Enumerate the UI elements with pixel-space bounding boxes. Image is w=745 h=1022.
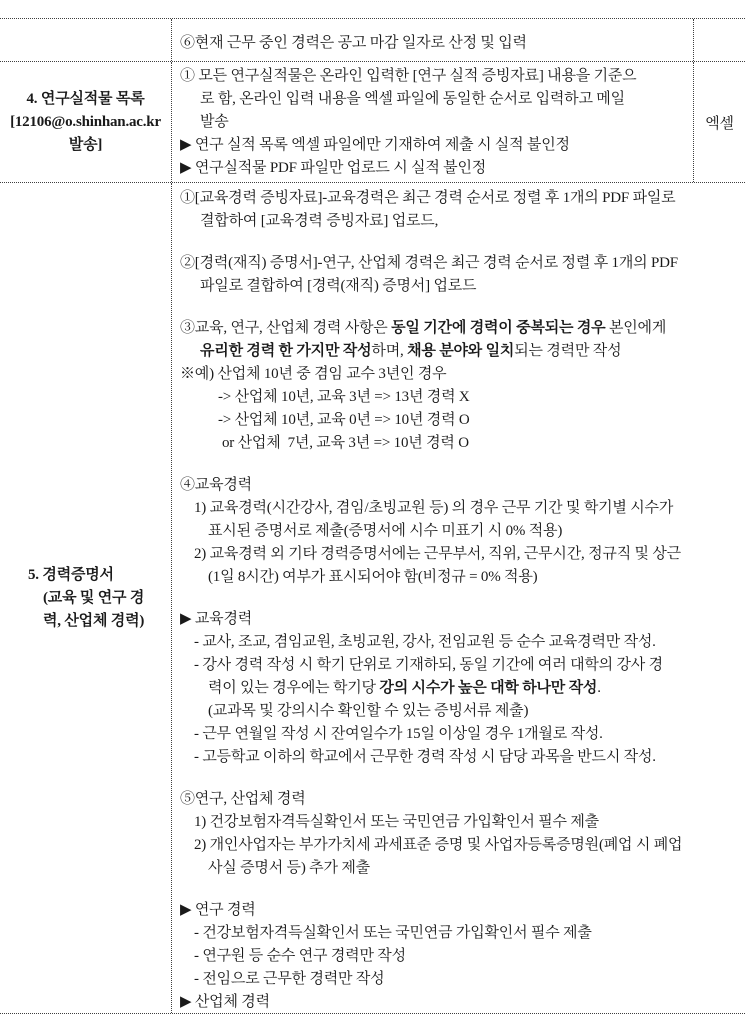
text-line: - 건강보험자격득실확인서 또는 국민연금 가입확인서 필수 제출 <box>194 925 592 941</box>
table-row-item4-research-outputs <box>0 62 745 183</box>
text-line: - 교사, 조교, 겸임교원, 초빙교원, 강사, 전임교원 등 순수 교육경력만 작성. <box>194 634 656 650</box>
text-line: 파일로 결합하여 [경력(재직) 증명서] 업로드 <box>200 278 477 294</box>
text-line: or 산업체 7년, 교육 3년 => 10년 경력 O <box>222 435 469 451</box>
text-line: ②[경력(재직) 증명서]-연구, 산업체 경력은 최근 경력 순서로 정렬 후 1개의 PDF <box>180 255 678 271</box>
text-line: ▶ 연구실적물 PDF 파일만 업로드 시 실적 불인정 <box>180 160 487 176</box>
text-line: (교과목 및 강의시수 확인할 수 있는 증빙서류 제출) <box>208 703 529 719</box>
table-row-item6 <box>0 19 745 62</box>
text-line: -> 산업체 10년, 교육 3년 => 13년 경력 X <box>218 389 470 405</box>
text-line: 발송] <box>68 136 103 153</box>
text-line: 5. 경력증명서 <box>28 566 114 583</box>
text-line: ④교육경력 <box>180 477 252 493</box>
text-line: ▶ 교육경력 <box>180 611 253 627</box>
item5-content-cell <box>172 183 745 1013</box>
text-line: 2) 개인사업자는 부가가치세 과세표준 증명 및 사업자등록증명원(폐업 시 폐업 <box>194 837 683 853</box>
text-line: 표시된 증명서로 제출(증명서에 시수 미표기 시 0% 적용) <box>208 523 563 539</box>
text-line: 사실 증명서 등) 추가 제출 <box>208 860 370 876</box>
text-line: - 연구원 등 순수 연구 경력만 작성 <box>194 948 406 964</box>
text-line: 력, 산업체 경력) <box>43 612 145 629</box>
item4-format-cell <box>693 62 745 182</box>
text-line: (교육 및 연구 경 <box>43 589 145 606</box>
table-row-item5-career-certificates <box>0 183 745 1014</box>
text-line: - 전임으로 근무한 경력만 작성 <box>194 971 385 987</box>
text-line: ① 모든 연구실적물은 온라인 입력한 [연구 실적 증빙자료] 내용을 기준으 <box>180 68 637 84</box>
text-line: ▶ 산업체 경력 <box>180 994 270 1010</box>
text-line: ⑥현재 근무 중인 경력은 공고 마감 일자로 산정 및 입력 <box>180 35 527 51</box>
item5-label-cell <box>0 183 172 1013</box>
text-line: -> 산업체 10년, 교육 0년 => 10년 경력 O <box>218 412 470 428</box>
text-line: 1) 건강보험자격득실확인서 또는 국민연금 가입확인서 필수 제출 <box>194 814 599 830</box>
item6-label-cell <box>0 19 172 61</box>
item6-format-cell <box>693 19 745 61</box>
text-line: ※예) 산업체 10년 중 겸임 교수 3년인 경우 <box>180 366 447 382</box>
text-line: - 근무 연월일 작성 시 잔여일수가 15일 이상일 경우 1개월로 작성. <box>194 726 603 742</box>
text-line: 발송 <box>200 114 229 130</box>
text-line: - 고등학교 이하의 학교에서 근무한 경력 작성 시 담당 과목을 반드시 작성. <box>194 749 656 765</box>
text-line: - 강사 경력 작성 시 학기 단위로 기재하되, 동일 기간에 여러 대학의 강사 경 <box>194 657 663 673</box>
requirements-table <box>0 18 745 1014</box>
text-line: ①[교육경력 증빙자료]-교육경력은 최근 경력 순서로 정렬 후 1개의 PDF 파일로 <box>180 190 676 206</box>
text-line: 4. 연구실적물 목록 <box>26 90 145 107</box>
text-line: 결합하여 [교육경력 증빙자료] 업로드, <box>200 213 439 229</box>
text-line: 유리한 경력 한 가지만 작성하며, 채용 분야와 일치되는 경력만 작성 <box>200 343 622 359</box>
text-line: 력이 있는 경우에는 학기당 강의 시수가 높은 대학 하나만 작성. <box>208 680 601 696</box>
text-line: [12106@o.shinhan.ac.kr <box>10 113 161 130</box>
text-line: ③교육, 연구, 산업체 경력 사항은 동일 기간에 경력이 중복되는 경우 본인에게 <box>180 320 667 336</box>
item6-content-cell <box>172 19 693 61</box>
text-line: ⑤연구, 산업체 경력 <box>180 791 306 807</box>
text-line: 1) 교육경력(시간강사, 겸임/초빙교원 등) 의 경우 근무 기간 및 학기별 시수가 <box>194 500 674 516</box>
item4-format-label: 엑셀 <box>705 115 734 132</box>
item4-content-cell <box>172 62 693 182</box>
text-line: (1일 8시간) 여부가 표시되어야 함(비정규 = 0% 적용) <box>208 569 538 585</box>
item4-label-cell <box>0 62 172 182</box>
text-line: ▶ 연구 경력 <box>180 902 256 918</box>
text-line: 로 함, 온라인 입력 내용을 엑셀 파일에 동일한 순서로 입력하고 메일 <box>200 91 625 107</box>
text-line: 2) 교육경력 외 기타 경력증명서에는 근무부서, 직위, 근무시간, 정규직 및 상근 <box>194 546 681 562</box>
text-line: ▶ 연구 실적 목록 엑셀 파일에만 기재하여 제출 시 실적 불인정 <box>180 137 570 153</box>
